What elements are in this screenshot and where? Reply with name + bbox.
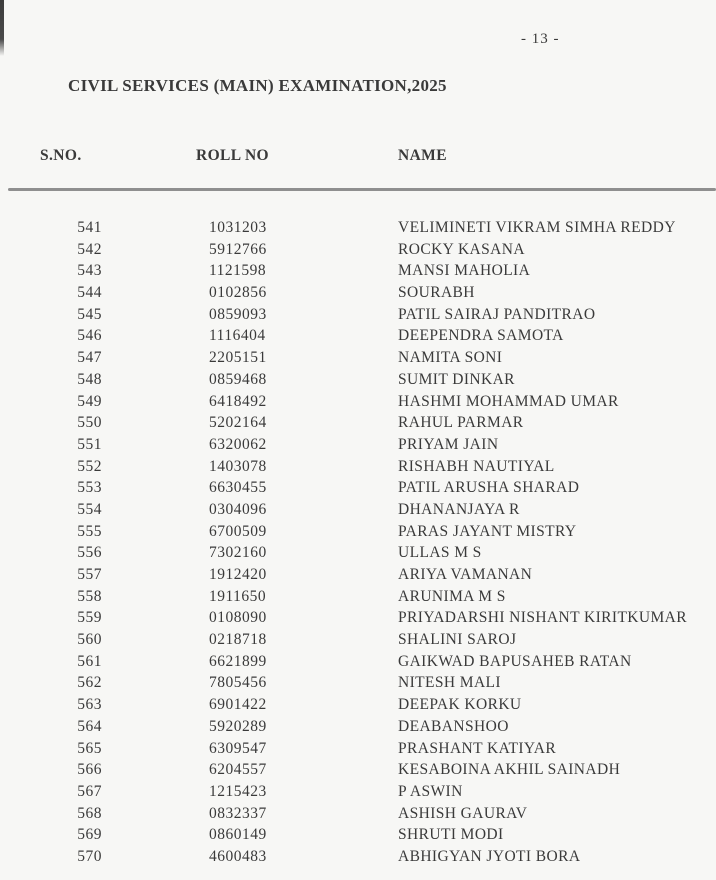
name-cell: ARUNIMA M S [398,587,506,605]
page-number: - 13 - [521,31,560,47]
roll-no-cell: 6320062 [209,435,267,453]
table-row [0,803,716,825]
name-cell: ARIYA VAMANAN [398,566,533,583]
sno-cell: 568 [77,804,102,822]
roll-no-cell: 0859093 [209,305,267,323]
table-row [0,499,716,521]
name-cell: SHALINI SAROJ [398,631,517,649]
sno-cell: 566 [77,761,102,779]
table-row [0,521,716,543]
roll-no-cell: 7805456 [209,674,267,692]
page-title: CIVIL SERVICES (MAIN) EXAMINATION,2025 [68,76,447,95]
sno-cell: 558 [77,587,102,605]
roll-no-cell: 1912420 [209,566,267,583]
roll-no-cell: 0860149 [209,826,267,844]
results-table-body [0,217,716,868]
sno-cell: 547 [77,349,102,367]
table-row [0,260,716,282]
roll-no-cell: 0102856 [209,284,267,302]
table-row [0,607,716,629]
roll-no-cell: 0218718 [209,631,267,649]
sno-cell: 564 [77,717,102,735]
name-cell: PRIYAM JAIN [398,435,499,453]
name-cell: NAMITA SONI [398,349,503,367]
header-divider [8,188,716,191]
name-cell: SOURABH [398,284,475,302]
sno-cell: 548 [77,370,102,388]
sno-cell: 561 [77,652,102,670]
name-cell: SHRUTI MODI [398,826,504,844]
sno-cell: 541 [77,219,102,236]
name-cell: P ASWIN [398,782,463,800]
roll-no-cell: 0304096 [209,500,267,518]
name-cell: DEEPAK KORKU [398,696,522,714]
sno-cell: 567 [77,782,102,800]
roll-no-cell: 0859468 [209,370,267,388]
roll-no-cell: 4600483 [209,847,267,865]
scan-edge-artifact [0,0,4,56]
name-cell: RISHABH NAUTIYAL [398,457,555,475]
roll-no-cell: 6901422 [209,696,267,714]
table-row [0,781,716,803]
roll-no-cell: 0108090 [209,609,267,627]
name-cell: ABHIGYAN JYOTI BORA [398,847,581,865]
sno-cell: 546 [77,327,102,345]
name-cell: PATIL SAIRAJ PANDITRAO [398,305,596,323]
table-row [0,325,716,347]
table-row [0,694,716,716]
table-row [0,347,716,369]
sno-cell: 543 [77,262,102,280]
sno-cell: 555 [77,522,102,540]
table-row [0,716,716,738]
roll-no-cell: 2205151 [209,349,267,367]
name-cell: GAIKWAD BAPUSAHEB RATAN [398,652,632,670]
sno-cell: 562 [77,674,102,692]
roll-no-cell: 1403078 [209,457,267,475]
sno-cell: 553 [77,479,102,497]
sno-cell: 560 [77,631,102,649]
roll-no-cell: 1116404 [209,327,266,345]
sno-cell: 557 [77,566,102,583]
table-row [0,846,716,868]
column-header-sno: S.NO. [40,147,82,164]
table-row [0,304,716,326]
table-row [0,738,716,760]
table-row [0,391,716,413]
name-cell: PRASHANT KATIYAR [398,739,557,757]
sno-cell: 550 [77,414,102,432]
name-cell: ULLAS M S [398,544,482,562]
roll-no-cell: 6621899 [209,652,267,670]
roll-no-cell: 5912766 [209,240,267,258]
table-row [0,629,716,651]
roll-no-cell: 6204557 [209,761,267,779]
roll-no-cell: 1911650 [209,587,267,605]
name-cell: DEEPENDRA SAMOTA [398,327,564,345]
table-row [0,282,716,304]
roll-no-cell: 6630455 [209,479,267,497]
table-row [0,651,716,673]
table-row [0,542,716,564]
sno-cell: 545 [77,305,102,323]
name-cell: SUMIT DINKAR [398,370,515,388]
sno-cell: 542 [77,240,102,258]
name-cell: DHANANJAYA R [398,500,520,518]
sno-cell: 565 [77,739,102,757]
table-row [0,434,716,456]
table-row [0,564,716,586]
table-row [0,217,716,239]
name-cell: ROCKY KASANA [398,240,525,258]
name-cell: MANSI MAHOLIA [398,262,531,280]
roll-no-cell: 5202164 [209,414,267,432]
table-row [0,239,716,261]
table-row [0,759,716,781]
roll-no-cell: 1121598 [209,262,267,280]
roll-no-cell: 6700509 [209,522,267,540]
roll-no-cell: 5920289 [209,717,267,735]
roll-no-cell: 6418492 [209,392,267,410]
name-cell: PATIL ARUSHA SHARAD [398,479,580,497]
name-cell: DEABANSHOO [398,717,509,735]
roll-no-cell: 0832337 [209,804,267,822]
roll-no-cell: 1031203 [209,219,267,236]
sno-cell: 549 [77,392,102,410]
sno-cell: 551 [77,435,102,453]
table-row [0,412,716,434]
column-header-name: NAME [398,147,447,164]
name-cell: PARAS JAYANT MISTRY [398,522,577,540]
table-row [0,672,716,694]
table-row [0,824,716,846]
sno-cell: 570 [77,847,102,865]
roll-no-cell: 1215423 [209,782,267,800]
name-cell: ASHISH GAURAV [398,804,528,822]
table-row [0,586,716,608]
table-row [0,477,716,499]
name-cell: HASHMI MOHAMMAD UMAR [398,392,619,410]
name-cell: PRIYADARSHI NISHANT KIRITKUMAR [398,609,688,627]
column-header-roll-no: ROLL NO [196,147,269,164]
sno-cell: 556 [77,544,102,562]
name-cell: NITESH MALI [398,674,501,692]
sno-cell: 552 [77,457,102,475]
sno-cell: 569 [77,826,102,844]
sno-cell: 559 [77,609,102,627]
sno-cell: 544 [77,284,102,302]
table-row [0,456,716,478]
name-cell: RAHUL PARMAR [398,414,524,432]
table-row [0,369,716,391]
sno-cell: 554 [77,500,102,518]
name-cell: KESABOINA AKHIL SAINADH [398,761,621,779]
name-cell: VELIMINETI VIKRAM SIMHA REDDY [398,219,676,236]
roll-no-cell: 6309547 [209,739,267,757]
roll-no-cell: 7302160 [209,544,267,562]
sno-cell: 563 [77,696,102,714]
